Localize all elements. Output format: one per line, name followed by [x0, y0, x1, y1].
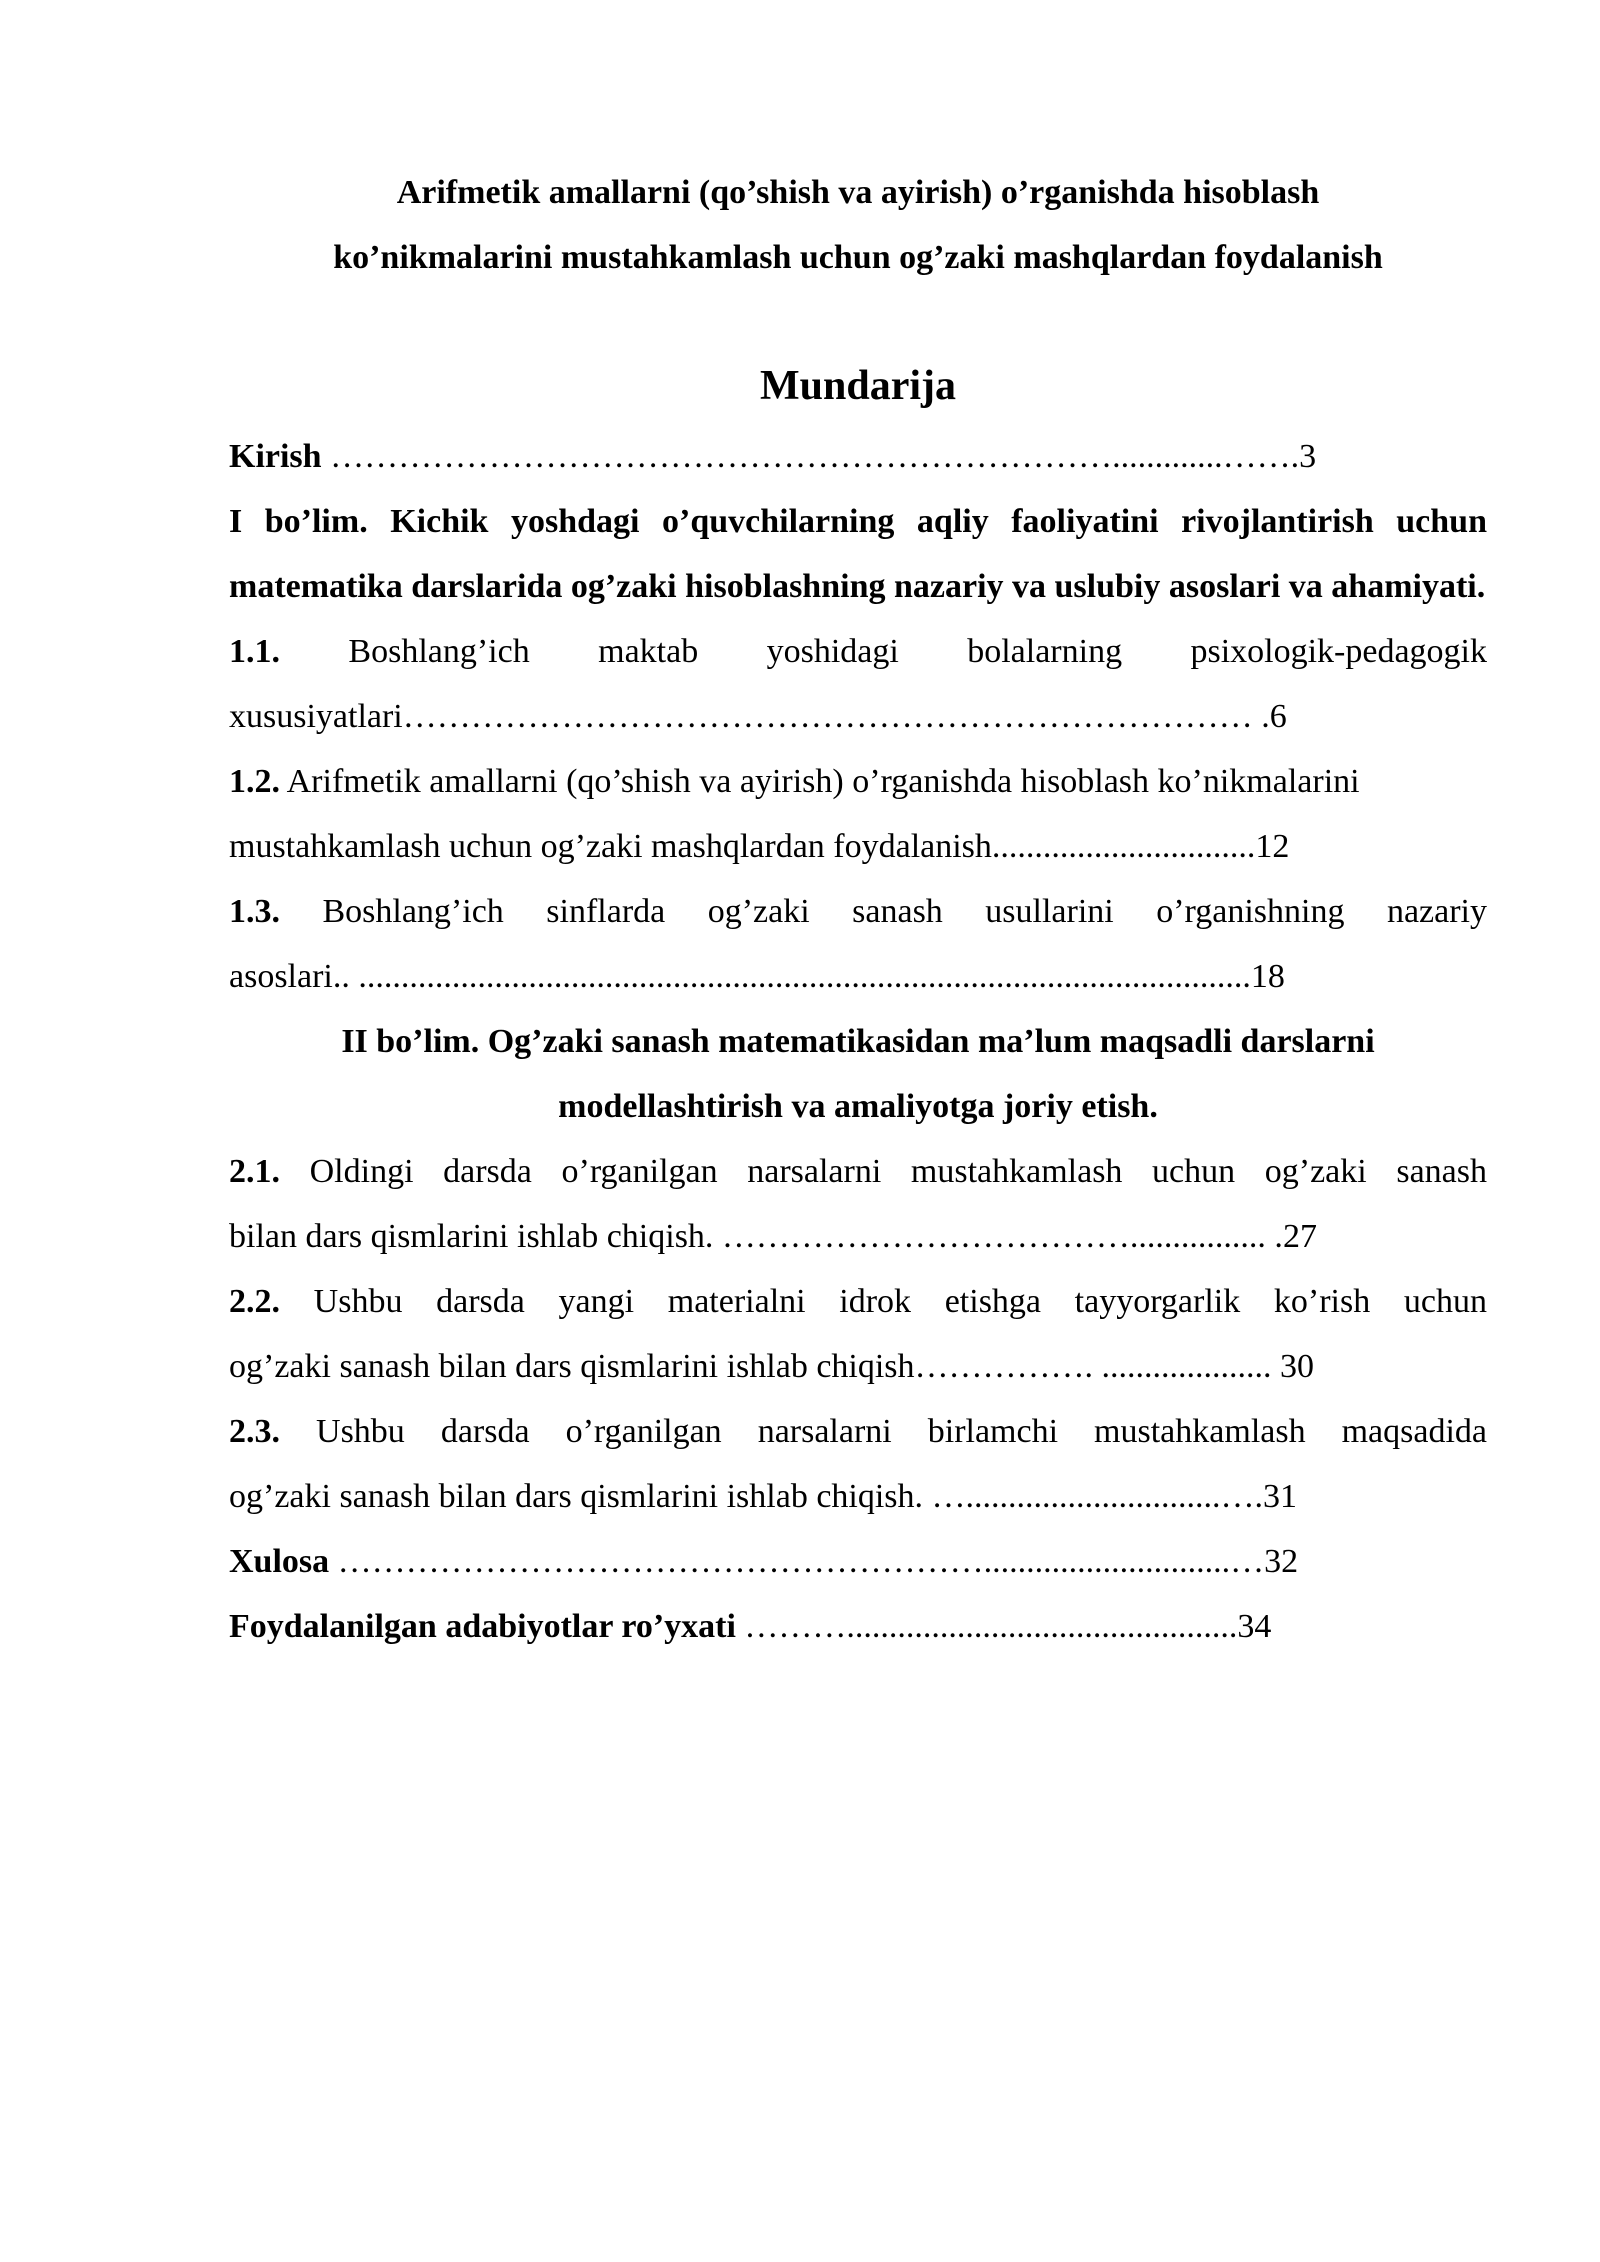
document-title-line-1: Arifmetik amallarni (qo’shish va ayirish) o’rganishda hisoblash: [396, 174, 1320, 211]
toc-entry-2-1: [229, 1139, 1487, 1269]
toc-entry-text: Oldingi darsda o’rganilgan narsalarni mustahkamlash uchun og’zaki sanash: [280, 1153, 1487, 1190]
toc-leader: ………..............................................: [735, 1608, 1238, 1645]
document-title-line-2: ko’nikmalarini mustahkamlash uchun og’zaki mashqlardan foydalanish: [333, 239, 1383, 276]
toc-part-2-heading-line-2: modellashtirish va amaliyotga joriy etish.: [558, 1088, 1158, 1125]
toc-part-2-heading-line-1: II bo’lim. Og’zaki sanash matematikasidan ma’lum maqsadli darslarni: [341, 1023, 1375, 1060]
toc-entry-1-2: [229, 749, 1487, 879]
toc-entry-text: bilan dars qismlarini ishlab chiqish. ………………………………................ .: [229, 1218, 1283, 1255]
toc-entry-line: [229, 1269, 1487, 1334]
toc-entry-1-1: [229, 619, 1487, 749]
toc-page-number: 6: [1269, 698, 1287, 735]
toc-entry-text: Arifmetik amallarni (qo’shish va ayirish) o’rganishda hisoblash ko’nikmalarini: [280, 763, 1360, 800]
toc-entry-number: 1.3.: [229, 893, 280, 930]
toc-entry-line: [229, 944, 1487, 1009]
toc-page-number: 18: [1250, 958, 1285, 995]
toc-entry-line: [229, 879, 1487, 944]
toc-entry-number: 1.1.: [229, 633, 280, 670]
toc-entry-line: [229, 1334, 1487, 1399]
toc-entry-label: Xulosa: [229, 1543, 330, 1580]
toc-page-number: 32: [1264, 1543, 1299, 1580]
toc-page-number: 12: [1255, 828, 1290, 865]
toc-entry-number: 1.2.: [229, 763, 280, 800]
toc-entry-text: Boshlang’ich maktab yoshidagi bolalarning psixologik-pedagogik: [280, 633, 1487, 670]
toc-part-2-heading: [229, 1009, 1487, 1139]
toc-entry-text: Boshlang’ich sinflarda og’zaki sanash usullarini o’rganishning nazariy: [280, 893, 1487, 930]
toc-entry-xulosa: [229, 1529, 1487, 1594]
toc-entry-number: 2.3.: [229, 1413, 280, 1450]
toc-page-number: 30: [1280, 1348, 1315, 1385]
toc-entry-2-2: [229, 1269, 1487, 1399]
toc-entry-line: [229, 619, 1487, 684]
document-title: [229, 160, 1487, 290]
toc-heading: Mundarija: [759, 363, 956, 409]
toc-entry-text: asoslari.. .........................................................................................................: [229, 958, 1251, 995]
toc-entry-kirish: [229, 424, 1487, 489]
toc-page-number: 27: [1282, 1218, 1317, 1255]
toc-entry-line: [229, 814, 1487, 879]
toc-entry-2-3: [229, 1399, 1487, 1529]
toc-entry-line: [229, 1204, 1487, 1269]
toc-leader: ………………………………………………….............................…: [329, 1543, 1265, 1580]
toc-entry-label: Foydalanilgan adabiyotlar ro’yxati: [229, 1608, 736, 1645]
toc-page-number: 31: [1263, 1478, 1298, 1515]
toc-part-1-heading: I bo’lim. Kichik yoshdagi o’quvchilarning aqliy faoliyatini rivojlantirish uchun matematika darslarida og’zaki hisoblashning nazariy va uslubiy asoslari va ahamiyati.: [229, 503, 1487, 605]
toc-entry-line: [229, 1464, 1487, 1529]
toc-entry-line: [229, 684, 1487, 749]
toc-entry-number: 2.2.: [229, 1283, 280, 1320]
toc-entry-text: mustahkamlash uchun og’zaki mashqlardan foydalanish...............................: [229, 828, 1256, 865]
toc-entry-text: og’zaki sanash bilan dars qismlarini ishlab chiqish. …..............................….: [229, 1478, 1264, 1515]
toc-entry-line: [229, 749, 1487, 814]
toc-entry-text: Ushbu darsda yangi materialni idrok etishga tayyorgarlik ko’rish uchun: [280, 1283, 1487, 1320]
toc-page-number: 34: [1237, 1608, 1272, 1645]
toc-page-number: .3: [1290, 438, 1317, 475]
toc-entry-1-3: [229, 879, 1487, 1009]
toc-entry-label: Kirish: [229, 438, 322, 475]
toc-entry-line: [229, 1139, 1487, 1204]
toc-entry-text: xususiyatlari………………………………………………………………… .: [229, 698, 1270, 735]
toc-entry-line: [229, 1399, 1487, 1464]
toc-entry-text: Ushbu darsda o’rganilgan narsalarni birlamchi mustahkamlash maqsadida: [280, 1413, 1487, 1450]
toc-entry-number: 2.1.: [229, 1153, 280, 1190]
table-of-contents: [229, 424, 1487, 1659]
toc-leader: …………………………………………………………….............……: [321, 438, 1291, 475]
toc-entry-adabiyotlar: [229, 1594, 1487, 1659]
toc-entry-text: og’zaki sanash bilan dars qismlarini ishlab chiqish……………. ....................: [229, 1348, 1281, 1385]
